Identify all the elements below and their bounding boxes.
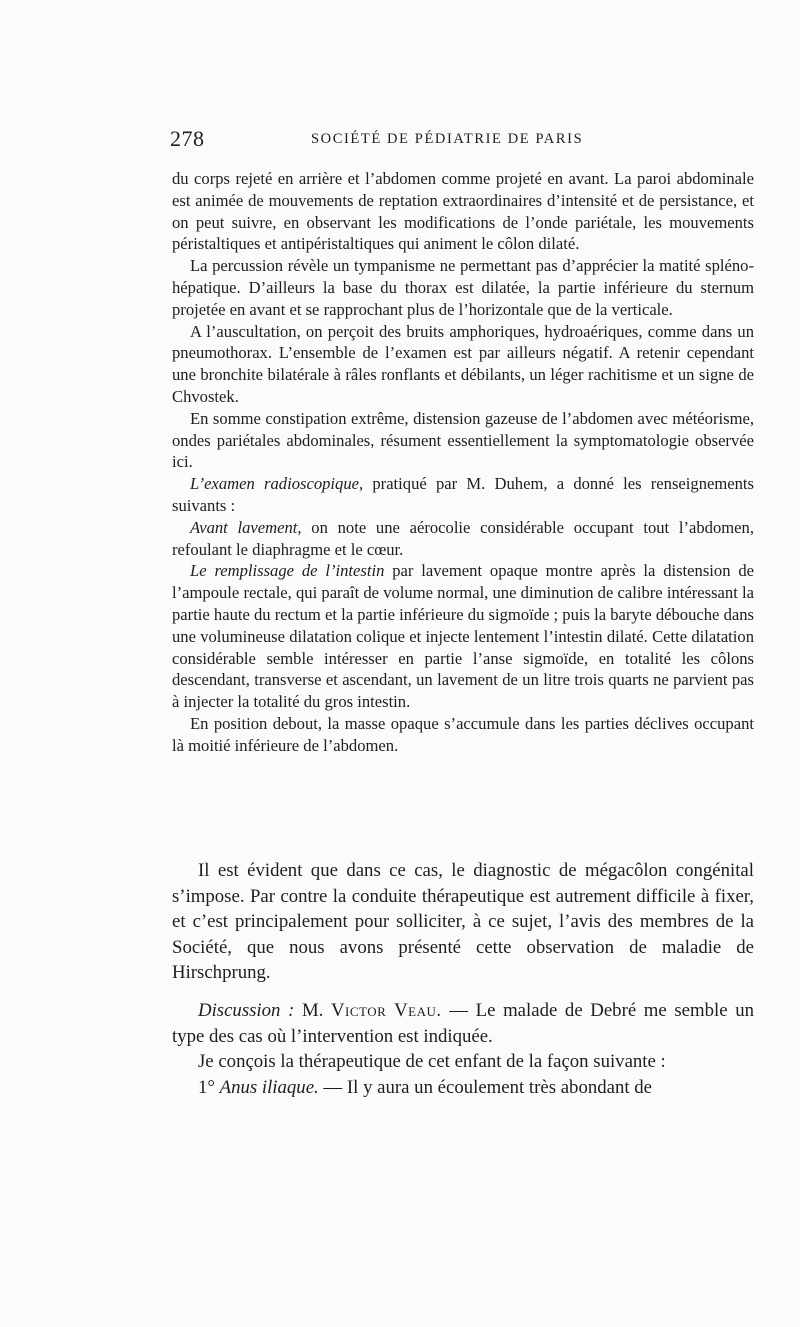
paragraph-standing: En position debout, la masse opaque s’accumule dans les parties déclives occupant là moitié inférieure de l’abdomen.: [172, 713, 754, 755]
paragraph-discussion: Discussion : M. Victor Veau. — Le malade de Debré me semble un type des cas où l’intervention est indiquée.: [172, 999, 754, 1047]
paragraph-percussion: La percussion révèle un tympanisme ne permettant pas d’apprécier la matité spléno-hépatique. D’ailleurs la base du thorax est dilatée, la partie inférieure du sternum projetée en avant et se rapprochant plus de l’horizontale que de la verticale.: [172, 256, 754, 319]
paragraph-abdomen: du corps rejeté en arrière et l’abdomen comme projeté en avant. La paroi abdominale est animée de mouvements de reptation extraordinaires d’intensité et de persistance, et on peut suivre, en observant les modifications de l’onde pariétale, les mouvements péristaltiques et antipéristaltiques qui animent le côlon dilaté.: [172, 169, 754, 254]
page-header: [170, 126, 755, 156]
running-title: SOCIÉTÉ DE PÉDIATRIE DE PARIS: [311, 131, 584, 147]
paragraph-radioscopy: L’examen radioscopique, pratiqué par M. Duhem, a donné les renseignements suivants :: [172, 474, 754, 515]
paragraph-before-enema: Avant lavement, on note une aérocolie considérable occupant tout l’abdomen, refoulant le diaphragme et le cœur.: [172, 517, 754, 559]
paragraph-diagnosis: Il est évident que dans ce cas, le diagnostic de mégacôlon congénital s’impose. Par contre la conduite thérapeutique est autrement difficile à fixer, et c’est principalement pour solliciter, à ce sujet, l’avis des membres de la Société, que nous avons présenté cette observation de maladie de Hirschprung.: [172, 860, 754, 984]
paragraph-summary: En somme constipation extrême, distension gazeuse de l’abdomen avec météorisme, ondes pariétales abdominales, résument essentiellement la symptomatologie observée ici.: [172, 408, 754, 472]
page-number: 278: [170, 126, 205, 151]
case-report-text: [172, 168, 754, 757]
paragraph-anus-iliaque: 1° Anus iliaque. — Il y aura un écoulement très abondant de: [198, 1076, 652, 1098]
paragraph-therapy: Je conçois la thérapeutique de cet enfant de la façon suivante :: [198, 1051, 666, 1073]
discussion-text: [172, 858, 754, 1100]
paragraph-auscultation: A l’auscultation, on perçoit des bruits amphoriques, hydroaériques, comme dans un pneumothorax. L’ensemble de l’examen est par ailleurs négatif. A retenir cependant une bronchite bilatérale à râles ronflants et débilants, un léger rachitisme et un signe de Chvostek.: [172, 321, 754, 406]
speaker-name: Victor Veau.: [330, 999, 442, 1021]
paragraph-filling: Le remplissage de l’intestin par lavement opaque montre après la distension de l’ampoule rectale, qui paraît de volume normal, une diminution de calibre intéressant la partie haute du rectum et la partie inférieure du sigmoïde ; puis la baryte débouche dans une volumineuse dilatation colique et injecte lentement l’intestin dilaté. Cette dilatation considérable semble intéresser en partie l’anse sigmoïde, en totalité les côlons descendant, transverse et ascendant, un lavement de un litre trois quarts ne parvient pas à injecter la totalité du gros intestin.: [172, 561, 755, 712]
